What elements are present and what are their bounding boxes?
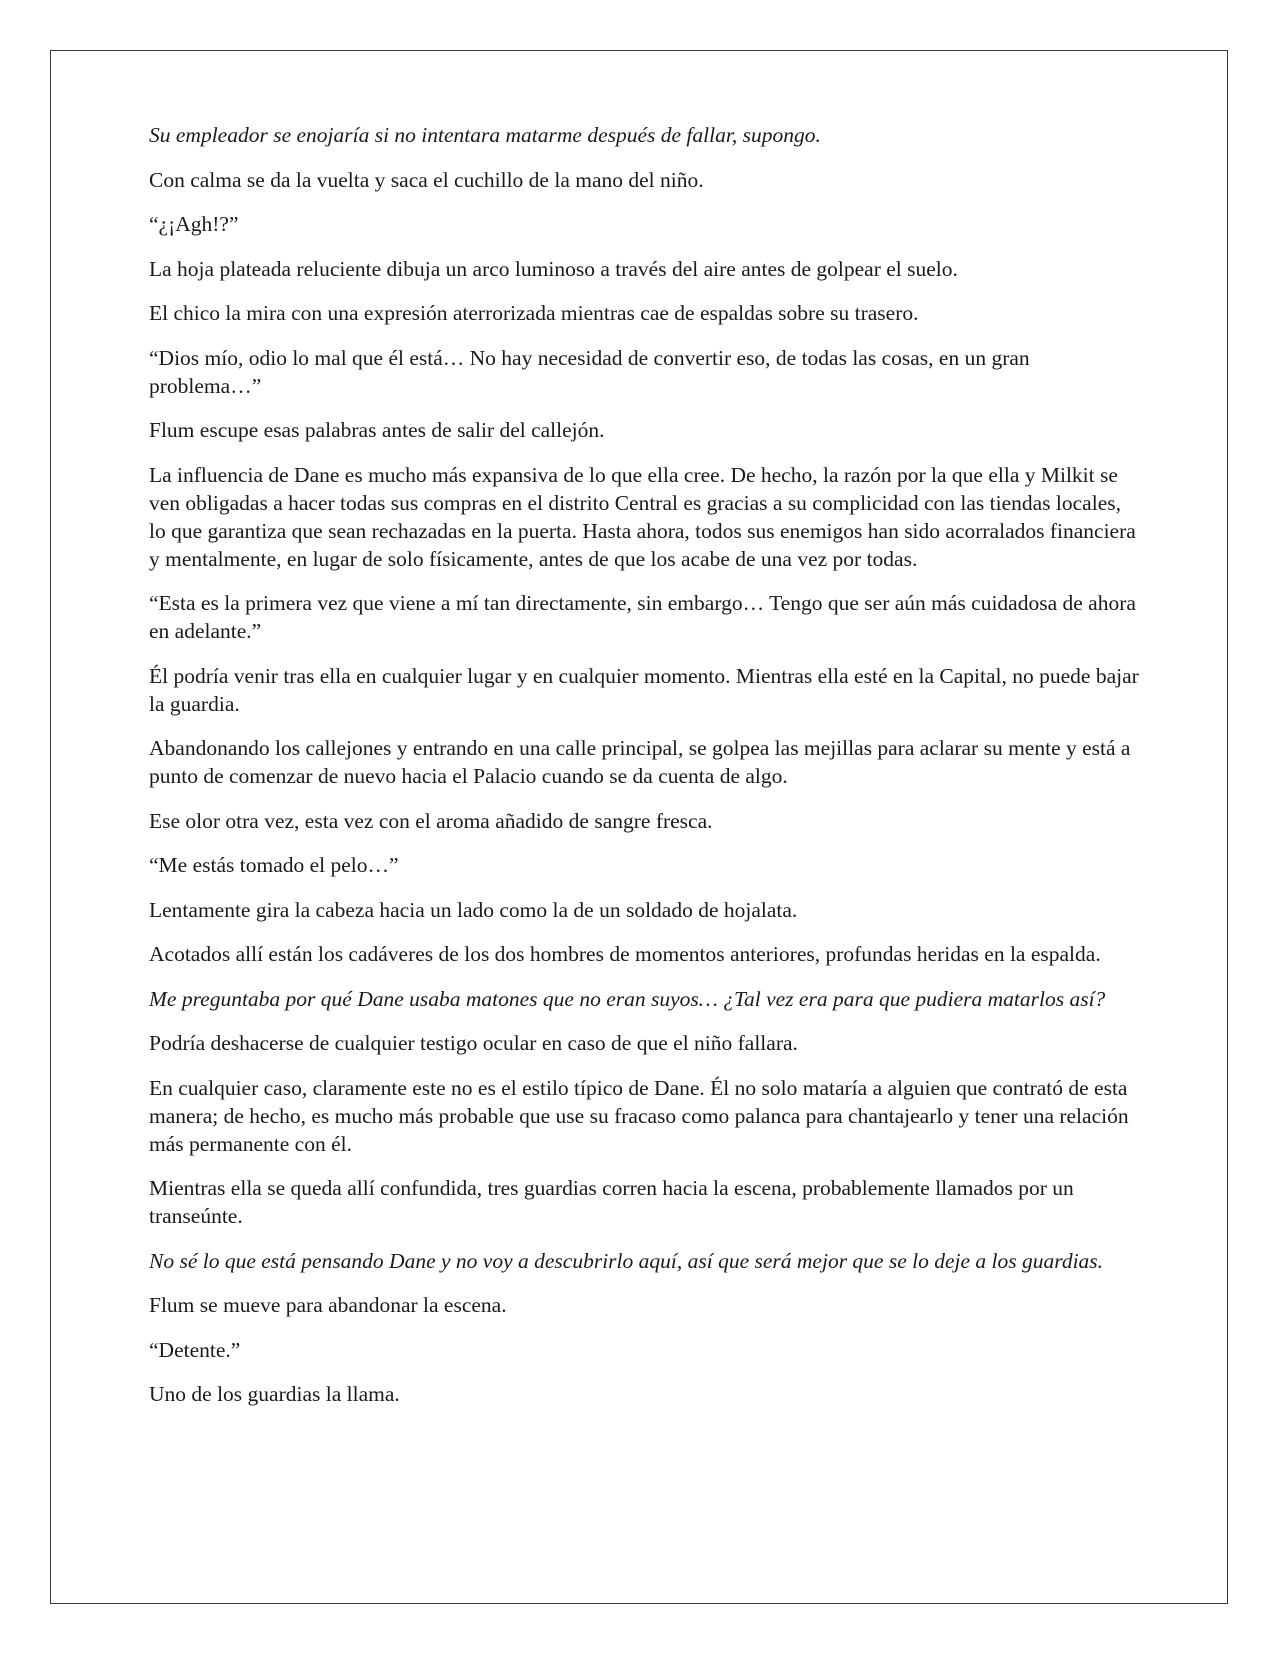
paragraph-11: Abandonando los callejones y entrando en una calle principal, se golpea las mejillas para aclarar su mente y está a punto de comenzar de nuevo hacia el Palacio cuando se da cuenta de algo. bbox=[149, 736, 1131, 788]
paragraph-23: Uno de los guardias la llama. bbox=[149, 1382, 400, 1406]
paragraph-7: Flum escupe esas palabras antes de salir del callejón. bbox=[149, 418, 605, 442]
paragraph-20: No sé lo que está pensando Dane y no voy a descubrirlo aquí, así que será mejor que se lo deje a los guardias. bbox=[149, 1248, 1104, 1273]
document-page bbox=[50, 50, 1228, 1604]
paragraph-2: Con calma se da la vuelta y saca el cuchillo de la mano del niño. bbox=[149, 167, 704, 192]
page-content bbox=[149, 121, 1139, 1425]
paragraph-12: Ese olor otra vez, esta vez con el aroma añadido de sangre fresca. bbox=[149, 808, 713, 833]
paragraph-14: Lentamente gira la cabeza hacia un lado como la de un soldado de hojalata. bbox=[149, 897, 798, 922]
paragraph-10: Él podría venir tras ella en cualquier lugar y en cualquier momento. Mientras ella esté en la Capital, no puede bajar la guardia. bbox=[149, 663, 1139, 716]
paragraph-5: El chico la mira con una expresión aterrorizada mientras cae de espaldas sobre su trasero. bbox=[149, 301, 919, 325]
paragraph-6: “Dios mío, odio lo mal que él está… No hay necesidad de convertir eso, de todas las cosas, en un gran problema…” bbox=[149, 345, 1030, 398]
paragraph-8: La influencia de Dane es mucho más expansiva de lo que ella cree. De hecho, la razón por la que ella y Milkit se ven obligadas a hacer todas sus compras en el distrito Central es gracias a su complicidad con las tiendas locales, lo que garantiza que sean rechazadas en la puerta. Hasta ahora, todos sus enemigos han sido acorralados financiera y mentalmente, en lugar de solo físicamente, antes de que los acabe de una vez por todas. bbox=[149, 462, 1136, 571]
paragraph-16: Me preguntaba por qué Dane usaba matones que no eran suyos… ¿Tal vez era para que pudiera matarlos así? bbox=[149, 986, 1106, 1011]
paragraph-17: Podría deshacerse de cualquier testigo ocular en caso de que el niño fallara. bbox=[149, 1031, 798, 1055]
paragraph-13: “Me estás tomado el pelo…” bbox=[149, 853, 399, 877]
paragraph-3: “¿¡Agh!?” bbox=[149, 212, 239, 236]
paragraph-18: En cualquier caso, claramente este no es el estilo típico de Dane. Él no solo mataría a alguien que contrató de esta manera; de hecho, es mucho más probable que use su fracaso como palanca para chantajearlo y tener una relación más permanente con él. bbox=[149, 1075, 1129, 1156]
paragraph-15: Acotados allí están los cadáveres de los dos hombres de momentos anteriores, profundas heridas en la espalda. bbox=[149, 942, 1101, 966]
paragraph-21: Flum se mueve para abandonar la escena. bbox=[149, 1293, 507, 1317]
paragraph-1: Su empleador se enojaría si no intentara matarme después de fallar, supongo. bbox=[149, 123, 821, 147]
paragraph-19: Mientras ella se queda allí confundida, tres guardias corren hacia la escena, probablemente llamados por un transeúnte. bbox=[149, 1176, 1074, 1228]
paragraph-9: “Esta es la primera vez que viene a mí tan directamente, sin embargo… Tengo que ser aún más cuidadosa de ahora en adelante.” bbox=[149, 591, 1136, 643]
paragraph-4: La hoja plateada reluciente dibuja un arco luminoso a través del aire antes de golpear el suelo. bbox=[149, 256, 958, 281]
paragraph-22: “Detente.” bbox=[149, 1337, 241, 1362]
